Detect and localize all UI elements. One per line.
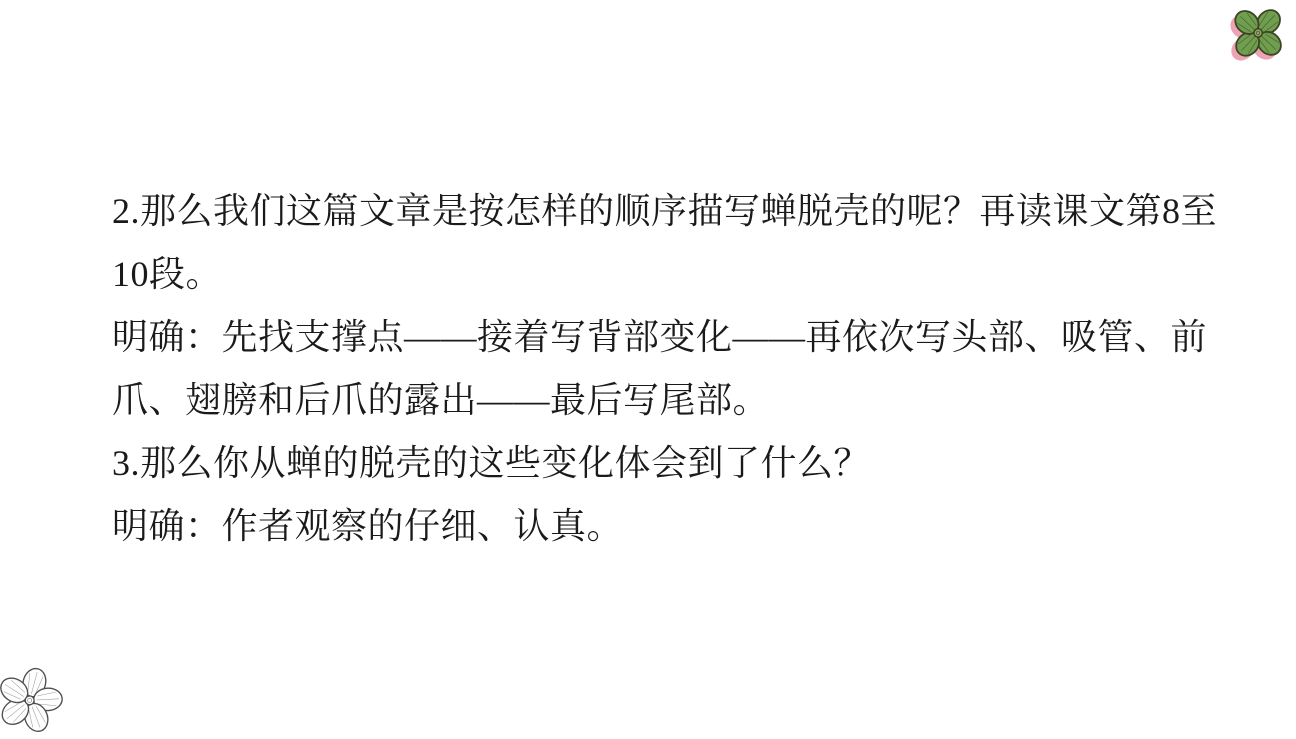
lesson-text-block: [112, 180, 1272, 558]
text-line-2: 10段。: [112, 254, 223, 294]
text-line-5: 3.那么你从蝉的脱壳的这些变化体会到了什么？: [112, 443, 871, 483]
sketch-flower-center: [25, 696, 34, 705]
clover-shadow: [1221, 5, 1286, 67]
clover-petals: [1226, 3, 1291, 65]
text-line-3: 明确：先找支撑点——接着写背部变化——再依次写头部、吸管、前: [112, 317, 1208, 357]
sketch-flower-icon: [0, 663, 65, 739]
text-line-6: 明确：作者观察的仔细、认真。: [112, 506, 624, 546]
text-line-1: 2.那么我们这篇文章是按怎样的顺序描写蝉脱壳的呢？再读课文第8至: [112, 191, 1218, 231]
clover-flower-icon: [1221, 3, 1291, 67]
clover-center: [1253, 28, 1262, 37]
sketch-flower-petals: [0, 666, 63, 735]
text-line-4: 爪、翅膀和后爪的露出——最后写尾部。: [112, 380, 770, 420]
